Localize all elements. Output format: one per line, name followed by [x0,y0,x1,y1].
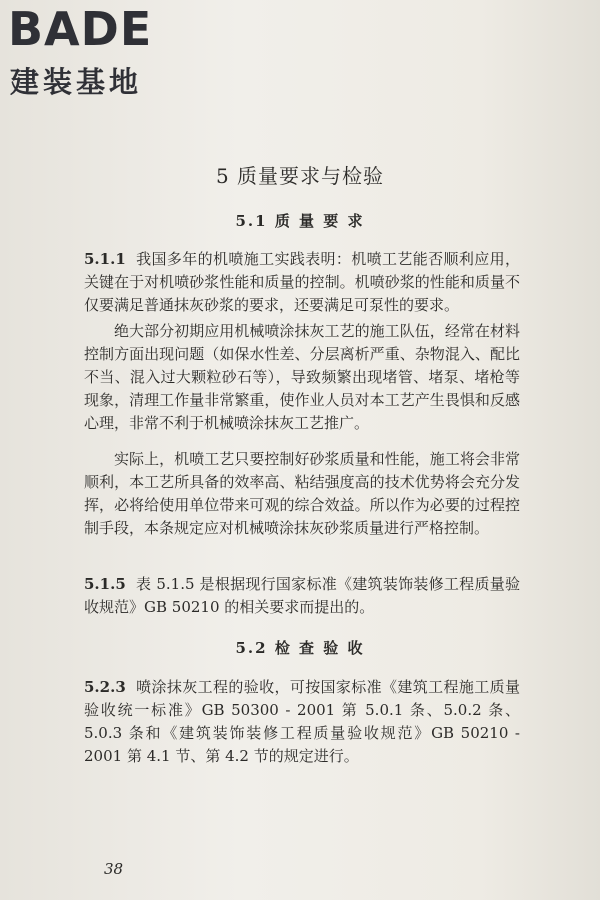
paragraph-text: 喷涂抹灰工程的验收，可按国家标准《建筑工程施工质量验收统一标准》GB 50300 - 2001 第 5.0.1 条、5.0.2 条、5.0.3 条和《建筑装饰装修工程质量验收规范》GB 50210 - 2001 第 4.1 节、第 4.2 节的规定进行。 [84,678,520,765]
section-title: 5.1 质 量 要 求 [235,212,365,230]
page-number: 38 [104,860,124,878]
logo-subtitle: 建装基地 [10,65,143,99]
body-paragraph [84,320,520,435]
paragraph-text: 表 5.1.5 是根据现行国家标准《建筑装饰装修工程质量验收规范》GB 50210 的相关要求而提出的。 [84,575,520,616]
logo-mark: BADE [8,2,153,56]
clause-number: 5.2.3 [84,678,126,696]
paragraph-text: 实际上，机喷工艺只要控制好砂浆质量和性能，施工将会非常顺利，本工艺所具备的效率高、粘结强度高的技术优势将会充分发挥，必将给使用单位带来可观的综合效益。所以作为必要的过程控制手段，本条规定应对机械喷涂抹灰砂浆质量进行严格控制。 [84,450,520,537]
chapter-title: 5 质量要求与检验 [215,164,385,188]
clause-paragraph [84,248,520,317]
body-paragraph [84,448,520,540]
clause-number: 5.1.1 [84,250,126,268]
paragraph-text: 我国多年的机喷施工实践表明：机喷工艺能否顺利应用，关键在于对机喷砂浆性能和质量的控制。机喷砂浆的性能和质量不仅要满足普通抹灰砂浆的要求，还要满足可泵性的要求。 [84,250,520,314]
paragraph-text: 绝大部分初期应用机械喷涂抹灰工艺的施工队伍，经常在材料控制方面出现问题（如保水性差、分层离析严重、杂物混入、配比不当、混入过大颗粒砂石等），导致频繁出现堵管、堵泵、堵枪等现象，清理工作量非常繁重，使作业人员对本工艺产生畏惧和反感心理，非常不利于机械喷涂抹灰工艺推广。 [84,322,520,432]
clause-paragraph [84,676,520,768]
clause-paragraph [84,573,520,619]
section-title: 5.2 检 查 验 收 [235,639,365,657]
watermark-logo [8,4,178,100]
clause-number: 5.1.5 [84,575,126,593]
